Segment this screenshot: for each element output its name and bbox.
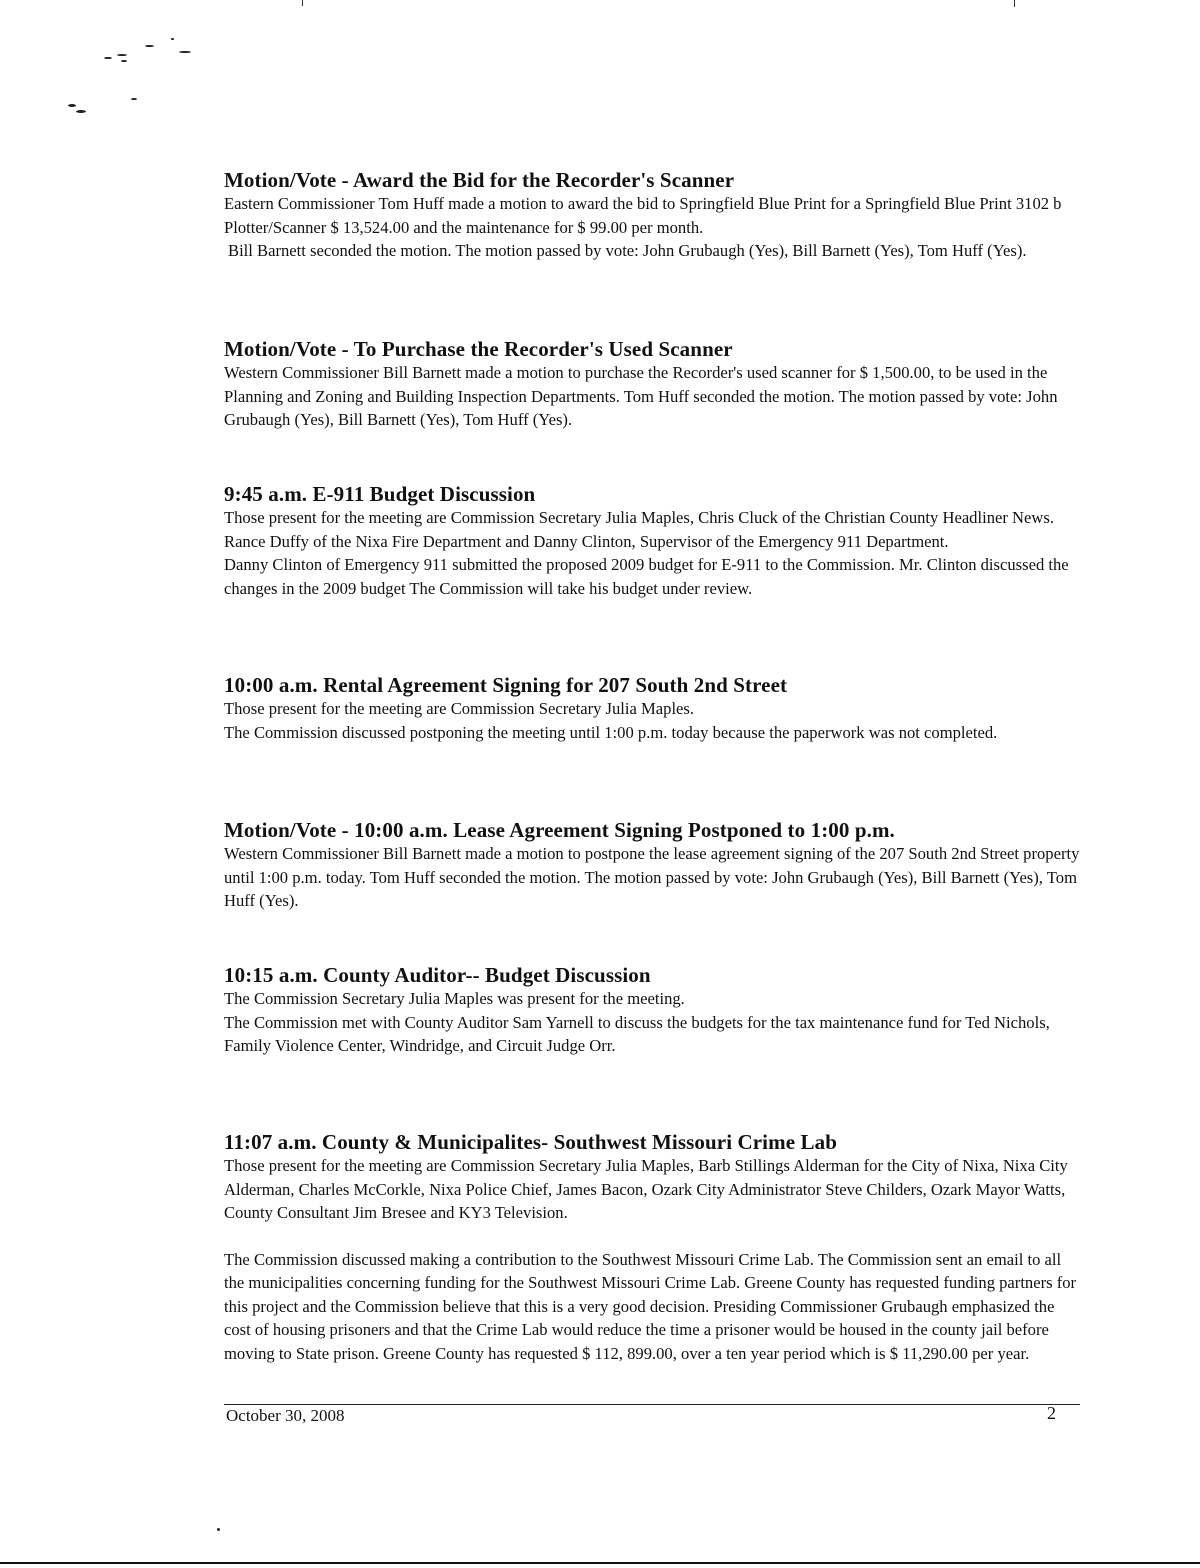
section-paragraph: Eastern Commissioner Tom Huff made a motion to award the bid to Springfield Blue Print for a Springfield Blue Print 3102 b Plotter/Scanner $ 13,524.00 and the maintenance for $ 99.00 per month. xyxy=(224,194,1062,237)
scan-speck xyxy=(217,1528,220,1531)
scan-speck xyxy=(104,57,112,59)
section-lease-postponed xyxy=(224,818,1084,913)
scan-speck xyxy=(121,60,127,62)
section-paragraph: The Commission discussed postponing the meeting until 1:00 p.m. today because the paperwork was not completed. xyxy=(224,722,998,742)
scan-bottom-edge xyxy=(0,1562,1200,1564)
scan-speck xyxy=(145,45,154,47)
section-paragraph: Bill Barnett seconded the motion. The motion passed by vote: John Grubaugh (Yes), Bill Barnett (Yes), Tom Huff (Yes). xyxy=(228,241,1027,260)
section-heading: Motion/Vote - 10:00 a.m. Lease Agreement Signing Postponed to 1:00 p.m. xyxy=(224,818,895,842)
section-crime-lab xyxy=(224,1130,1084,1365)
section-heading: 10:00 a.m. Rental Agreement Signing for 207 South 2nd Street xyxy=(224,673,788,697)
scan-speck xyxy=(68,104,76,107)
section-paragraph: The Commission Secretary Julia Maples was present for the meeting. xyxy=(224,989,685,1008)
section-heading: 10:15 a.m. County Auditor-- Budget Discussion xyxy=(224,963,651,987)
section-heading: Motion/Vote - Award the Bid for the Recorder's Scanner xyxy=(224,168,735,192)
footer-date: October 30, 2008 xyxy=(226,1406,345,1425)
section-paragraph: Danny Clinton of Emergency 911 submitted the proposed 2009 budget for E-911 to the Commission. Mr. Clinton discussed the changes in the 2009 budget The Commission will take his budget under review. xyxy=(224,555,1069,598)
scan-speck xyxy=(117,54,127,56)
section-e911-budget xyxy=(224,482,1084,600)
section-paragraph: Those present for the meeting are Commission Secretary Julia Maples, Chris Cluck of the Christian County Headliner News. Rance Duffy of the Nixa Fire Department and Danny Clinton, Supervisor of the Emergency 911 Department. xyxy=(224,508,1054,551)
section-heading: 11:07 a.m. County & Municipalites- Southwest Missouri Crime Lab xyxy=(224,1130,837,1154)
scan-speck xyxy=(131,98,137,100)
scan-speck xyxy=(179,51,191,53)
page-number: 2 xyxy=(1047,1403,1056,1423)
section-paragraph: The Commission met with County Auditor Sam Yarnell to discuss the budgets for the tax maintenance fund for Ted Nichols, Family Violence Center, Windridge, and Circuit Judge Orr. xyxy=(224,1012,1050,1055)
footer-divider xyxy=(224,1404,1080,1405)
section-purchase-used-scanner xyxy=(224,337,1084,432)
section-heading: 9:45 a.m. E-911 Budget Discussion xyxy=(224,482,536,506)
section-paragraph: Those present for the meeting are Commission Secretary Julia Maples. xyxy=(224,699,695,718)
scan-speck xyxy=(76,110,86,113)
section-paragraph: Western Commissioner Bill Barnett made a motion to purchase the Recorder's used scanner for $ 1,500.00, to be used in the Planning and Zoning and Building Inspection Departments. Tom Huff seconded the motion. The motion passed by vote: John Grubaugh (Yes), Bill Barnett (Yes), Tom Huff (Yes). xyxy=(224,363,1058,429)
scan-speck xyxy=(171,38,174,40)
section-paragraph: The Commission discussed making a contribution to the Southwest Missouri Crime Lab. The Commission sent an email to all the municipalities concerning funding for the Southwest Missouri Crime Lab. Greene County has requested funding partners for this project and the Commission believe that this is a very good decision. Presiding Commissioner Grubaugh emphasized the cost of housing prisoners and that the Crime Lab would reduce the time a prisoner would be housed in the county jail before moving to State prison. Greene County has requested $ 112, 899.00, over a ten year period which is $ 11,290.00 per year. xyxy=(224,1249,1077,1363)
section-rental-agreement xyxy=(224,673,1084,744)
section-heading: Motion/Vote - To Purchase the Recorder's Used Scanner xyxy=(224,337,733,361)
section-award-bid xyxy=(224,168,1084,263)
section-paragraph: Western Commissioner Bill Barnett made a motion to postpone the lease agreement signing of the 207 South 2nd Street property until 1:00 p.m. today. Tom Huff seconded the motion. The motion passed by vote: John Grubaugh (Yes), Bill Barnett (Yes), Tom Huff (Yes). xyxy=(224,844,1080,910)
scan-mark xyxy=(302,0,303,6)
scan-mark xyxy=(1014,0,1015,7)
section-county-auditor xyxy=(224,963,1084,1058)
section-paragraph: Those present for the meeting are Commission Secretary Julia Maples, Barb Stillings Alderman for the City of Nixa, Nixa City Alderman, Charles McCorkle, Nixa Police Chief, James Bacon, Ozark City Administrator Steve Childers, Ozark Mayor Watts, County Consultant Jim Bresee and KY3 Television. xyxy=(224,1156,1068,1222)
